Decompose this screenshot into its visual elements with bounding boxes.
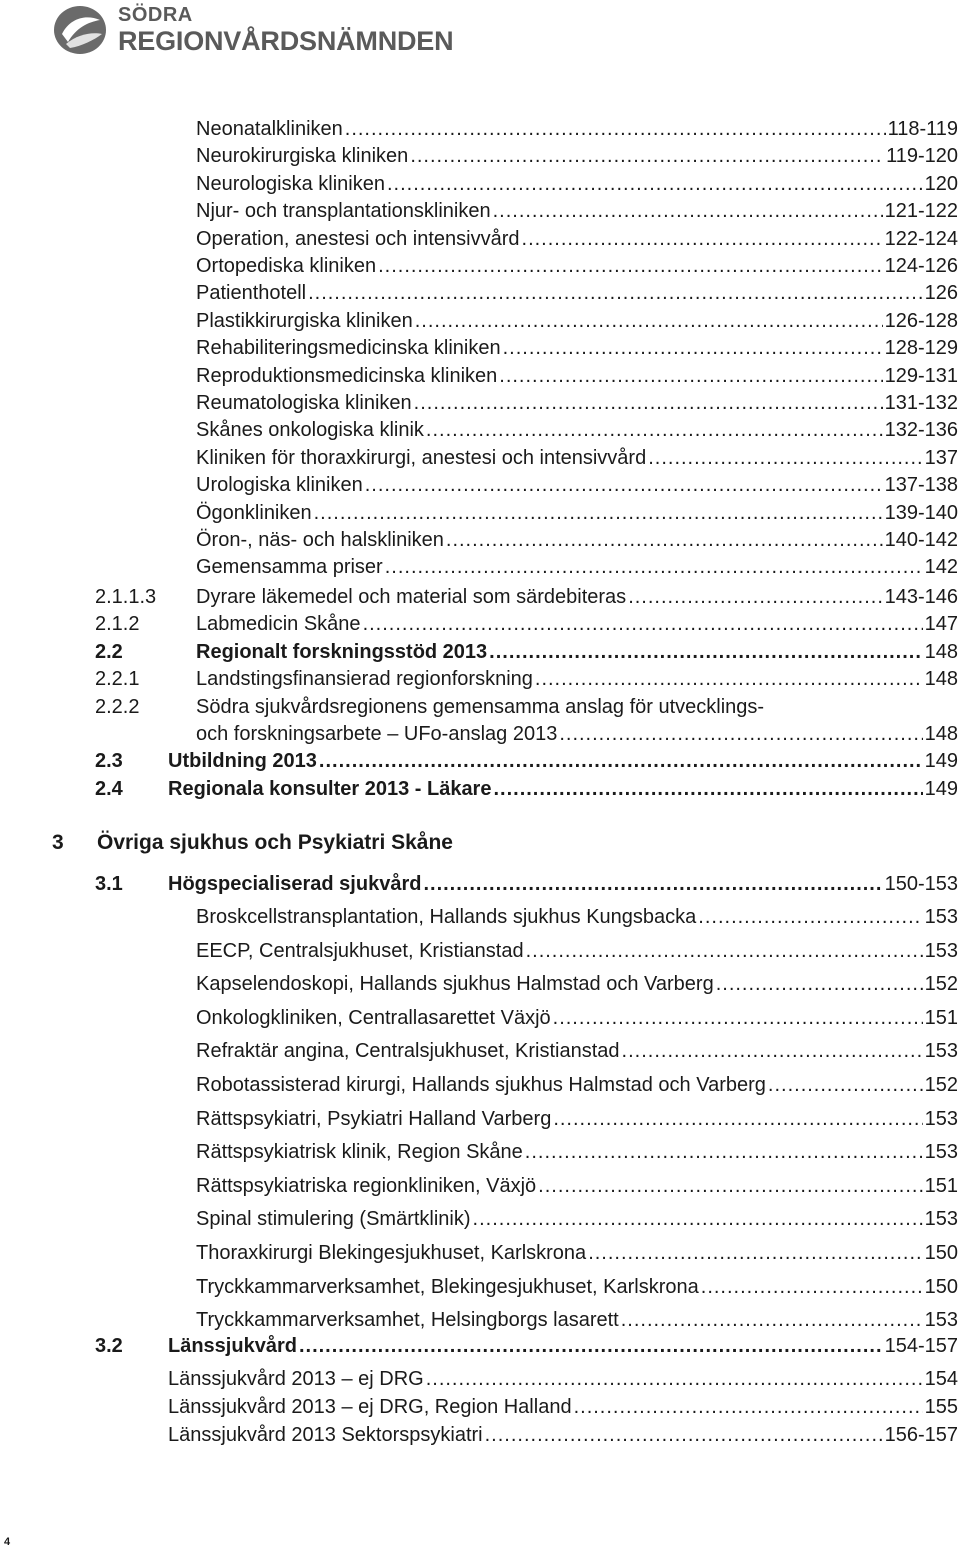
toc-entry-page: 148: [924, 668, 958, 691]
toc-entry[interactable]: [196, 472, 958, 499]
toc-entry[interactable]: [95, 666, 958, 693]
toc-entry-title: Landstingsfinansierad regionforskning: [196, 668, 533, 691]
dot-leader: [574, 1394, 923, 1421]
toc-entry[interactable]: [95, 1333, 958, 1360]
toc-entry-title: Neurologiska kliniken: [196, 172, 385, 195]
toc-entry-number: 3.1: [95, 873, 123, 895]
toc-entry-page: 153: [924, 1309, 958, 1332]
dot-leader: [423, 871, 882, 898]
toc-entry-title: Refraktär angina, Centralsjukhuset, Kristianstad: [196, 1040, 620, 1063]
dot-leader: [308, 280, 923, 307]
toc-entry-title: EECP, Centralsjukhuset, Kristianstad: [196, 939, 524, 962]
toc-entry-title: Labmedicin Skåne: [196, 613, 361, 636]
toc-entry[interactable]: [196, 1072, 958, 1099]
toc-entry[interactable]: [196, 1005, 958, 1032]
toc-entry-title: Tryckkammarverksamhet, Blekingesjukhuset, Karlskrona: [196, 1275, 699, 1298]
toc-entry-title: Rättspsykiatrisk klinik, Region Skåne: [196, 1141, 523, 1164]
toc-entry[interactable]: [196, 445, 958, 472]
dot-leader: [414, 390, 883, 417]
dot-leader: [493, 776, 922, 803]
toc-entry-title: Rättspsykiatri, Psykiatri Halland Varberg: [196, 1107, 552, 1130]
toc-entry-page: 149: [924, 750, 958, 772]
toc-entry[interactable]: [196, 417, 958, 444]
toc-entry-page: 150: [924, 1242, 958, 1264]
dot-leader: [493, 198, 883, 225]
toc-entry-title: Ögonkliniken: [196, 501, 312, 524]
toc-entry-page: 121-122: [884, 200, 958, 223]
toc-entry-number: 2.1.1.3: [95, 586, 157, 608]
toc-entry-title: Öron-, näs- och halskliniken: [196, 529, 444, 551]
page-number: 4: [4, 1536, 11, 1548]
toc-entry-page: 153: [924, 906, 958, 928]
toc-entry[interactable]: [196, 280, 958, 307]
toc-entry-title: Länssjukvård 2013 Sektorspsykiatri: [168, 1424, 483, 1446]
toc-entry[interactable]: [196, 308, 958, 335]
toc-entry[interactable]: [196, 1240, 958, 1267]
dot-leader: [415, 308, 883, 335]
toc-entry-title: Reproduktionsmedicinska kliniken: [196, 364, 498, 387]
toc-entry-title: Robotassisterad kirurgi, Hallands sjukhus Halmstad och Varberg: [196, 1074, 766, 1096]
dot-leader: [489, 639, 922, 666]
toc-entry-page: 153: [924, 1208, 958, 1231]
dot-leader: [503, 335, 883, 362]
dot-leader: [553, 1106, 922, 1133]
toc-entry[interactable]: [168, 1366, 958, 1393]
toc-entry[interactable]: [196, 500, 958, 527]
toc-entry-page: 151: [924, 1006, 958, 1029]
toc-entry[interactable]: [95, 584, 958, 611]
toc-entry-page: 153: [924, 939, 958, 962]
toc-entry[interactable]: [168, 1422, 958, 1449]
toc-entry-page: 122-124: [884, 227, 958, 250]
logo: [52, 2, 452, 58]
logo-text-line2: REGIONVÅRDSNÄMNDEN: [118, 26, 454, 56]
dot-leader: [446, 527, 883, 554]
toc-entry-title: Urologiska kliniken: [196, 474, 363, 497]
toc-entry-number: 2.2: [95, 640, 123, 663]
toc-entry[interactable]: [95, 776, 958, 803]
toc-entry[interactable]: [196, 1274, 958, 1301]
dot-leader: [473, 1206, 923, 1233]
toc-entry[interactable]: [95, 748, 958, 775]
toc-entry-title: Högspecialiserad sjukvård: [168, 873, 422, 895]
toc-entry-page: 128-129: [884, 337, 958, 360]
toc-entry[interactable]: [196, 171, 958, 198]
toc-entry-title: Reumatologiska kliniken: [196, 392, 412, 414]
toc-entry-page: 150: [924, 1275, 958, 1298]
toc-entry[interactable]: [196, 363, 958, 390]
toc-entry-title: Länssjukvård 2013 – ej DRG: [168, 1368, 424, 1390]
toc-entry-title: Operation, anestesi och intensivvård: [196, 227, 520, 250]
toc-entry-number: 2.2.2: [95, 696, 140, 718]
toc-entry-page: 139-140: [884, 501, 958, 524]
dot-leader: [622, 1038, 923, 1065]
toc-entry-title: Onkologkliniken, Centrallasarettet Växjö: [196, 1006, 551, 1029]
toc-entry-page: 148: [924, 640, 958, 663]
toc-entry-page: 140-142: [884, 529, 958, 551]
toc-entry[interactable]: [196, 1038, 958, 1065]
toc-entry[interactable]: [196, 971, 958, 998]
toc-entry-title: Neurokirurgiska kliniken: [196, 145, 409, 168]
toc-entry-page: 154: [924, 1368, 958, 1390]
toc-entry[interactable]: [196, 904, 958, 931]
dot-leader: [314, 500, 883, 527]
toc-entry-number: 2.4: [95, 778, 123, 800]
dot-leader: [698, 904, 922, 931]
dot-leader: [701, 1274, 923, 1301]
dot-leader: [387, 171, 923, 198]
toc-entry[interactable]: [196, 198, 958, 225]
dot-leader: [768, 1072, 923, 1099]
toc-entry-page: 137-138: [884, 474, 958, 497]
toc-entry-title: Ortopediska kliniken: [196, 255, 377, 277]
dot-leader: [559, 721, 922, 748]
toc-entry-title: Njur- och transplantationskliniken: [196, 200, 491, 223]
toc-entry-title: Tryckkammarverksamhet, Helsingborgs lasarett: [196, 1309, 619, 1332]
toc-entry[interactable]: [196, 527, 958, 554]
toc-entry-page: 142: [924, 556, 958, 579]
toc-entry[interactable]: [196, 721, 958, 748]
toc-entry-title: Dyrare läkemedel och material som särdebiteras: [196, 586, 627, 608]
toc-entry-page: 120: [924, 172, 958, 195]
toc-entry[interactable]: [168, 1394, 958, 1421]
dot-leader: [621, 1307, 923, 1334]
toc-entry[interactable]: [95, 611, 958, 638]
dot-leader: [426, 417, 883, 444]
toc-entry-title: Länssjukvård 2013 – ej DRG, Region Halland: [168, 1396, 572, 1418]
toc-entry-page: 131-132: [884, 392, 958, 414]
toc-entry-number: 2.2.1: [95, 668, 140, 691]
toc-entry-page: 155: [924, 1396, 958, 1418]
dot-leader: [538, 1173, 922, 1200]
dot-leader: [716, 971, 923, 998]
toc-entry-page: 150-153: [884, 873, 958, 895]
toc-entry-title: Kapselendoskopi, Hallands sjukhus Halmstad och Varberg: [196, 973, 714, 996]
toc-entry-title: Patienthotell: [196, 282, 307, 305]
toc-entry-page: 132-136: [884, 419, 958, 442]
toc-entry-title: Rättspsykiatriska regionkliniken, Växjö: [196, 1174, 537, 1197]
toc-entry-page: 124-126: [884, 255, 958, 277]
toc-entry-title: och forskningsarbete – UFo-anslag 2013: [196, 723, 558, 745]
toc-entry-title: Utbildning 2013: [168, 750, 317, 772]
toc-entry-number: 2.3: [95, 750, 123, 772]
toc-entry[interactable]: [196, 554, 958, 581]
dot-leader: [535, 666, 923, 693]
dot-leader: [648, 445, 922, 472]
dot-leader: [485, 1422, 883, 1449]
toc-entry-page: 137: [924, 446, 958, 469]
toc-entry[interactable]: [196, 226, 958, 253]
dot-leader: [553, 1005, 923, 1032]
toc-entry-title: Regionalt forskningsstöd 2013: [196, 640, 488, 663]
toc-entry[interactable]: [196, 1106, 958, 1133]
dot-leader: [499, 363, 882, 390]
toc-entry-title: Länssjukvård: [168, 1335, 297, 1357]
toc-entry-title: Kliniken för thoraxkirurgi, anestesi och intensivvård: [196, 446, 647, 469]
toc-entry[interactable]: [95, 639, 958, 666]
toc-entry-title: Spinal stimulering (Smärtklinik): [196, 1208, 471, 1231]
toc-entry-page: 151: [924, 1174, 958, 1197]
dot-leader: [378, 253, 883, 280]
dot-leader: [385, 554, 923, 581]
toc-entry-page: 149: [924, 778, 958, 800]
dot-leader: [588, 1240, 922, 1267]
toc-entry[interactable]: [196, 1173, 958, 1200]
dot-leader: [522, 226, 883, 253]
dot-leader: [363, 611, 923, 638]
toc-entry-page: 129-131: [884, 364, 958, 387]
toc-entry-title: Regionala konsulter 2013 - Läkare: [168, 778, 492, 800]
dot-leader: [365, 472, 883, 499]
toc-entry-page: 148: [924, 723, 958, 745]
toc-entry-page: 154-157: [884, 1335, 958, 1357]
toc-entry-page: 147: [924, 613, 958, 636]
dot-leader: [628, 584, 882, 611]
logo-text-line1: SÖDRA: [118, 4, 193, 26]
toc-entry-title: Plastikkirurgiska kliniken: [196, 309, 413, 332]
toc-entry-page: 119-120: [886, 145, 958, 168]
toc-entry[interactable]: [196, 1139, 958, 1166]
dot-leader: [345, 116, 886, 143]
toc-entry-page: 156-157: [884, 1424, 958, 1446]
toc-entry-page: 126: [924, 282, 958, 305]
toc-entry[interactable]: [196, 143, 958, 170]
toc-entry-title: Broskcellstransplantation, Hallands sjukhus Kungsbacka: [196, 906, 697, 928]
toc-entry[interactable]: [196, 1206, 958, 1233]
dot-leader: [319, 748, 923, 775]
toc-entry-page: 143-146: [884, 586, 958, 608]
section-heading[interactable]: [52, 831, 453, 855]
toc-entry-page: 152: [924, 973, 958, 996]
toc-entry[interactable]: [196, 1307, 958, 1334]
section-number: 3: [52, 831, 64, 854]
toc-entry-page: 152: [924, 1074, 958, 1096]
logo-mark-icon: [52, 4, 108, 56]
section-title: Övriga sjukhus och Psykiatri Skåne: [97, 831, 453, 854]
dot-leader: [526, 938, 923, 965]
toc-entry-title: Thoraxkirurgi Blekingesjukhuset, Karlskrona: [196, 1242, 587, 1264]
toc-entry-page: 153: [924, 1141, 958, 1164]
dot-leader: [410, 143, 884, 170]
toc-entry-title: Gemensamma priser: [196, 556, 383, 579]
dot-leader: [426, 1366, 923, 1393]
toc-entry-title-line1: Södra sjukvårdsregionens gemensamma anslag för utvecklings-: [196, 696, 765, 718]
toc-entry-page: 118-119: [887, 118, 958, 140]
toc-entry[interactable]: [196, 390, 958, 417]
toc-entry-number: 3.2: [95, 1335, 123, 1357]
dot-leader: [525, 1139, 923, 1166]
toc-entry-title: Skånes onkologiska klinik: [196, 419, 424, 442]
toc-entry[interactable]: [196, 116, 958, 143]
toc-entry[interactable]: [196, 335, 958, 362]
toc-entry-page: 153: [924, 1040, 958, 1063]
toc-entry[interactable]: [196, 253, 958, 280]
toc-entry-title: Rehabiliteringsmedicinska kliniken: [196, 337, 501, 360]
toc-entry-number: 2.1.2: [95, 613, 140, 636]
toc-entry[interactable]: [196, 938, 958, 965]
toc-entry-title: Neonatalkliniken: [196, 118, 343, 140]
toc-entry-page: 126-128: [884, 309, 958, 332]
toc-entry-page: 153: [924, 1107, 958, 1130]
toc-entry[interactable]: [95, 871, 958, 898]
dot-leader: [299, 1333, 883, 1360]
